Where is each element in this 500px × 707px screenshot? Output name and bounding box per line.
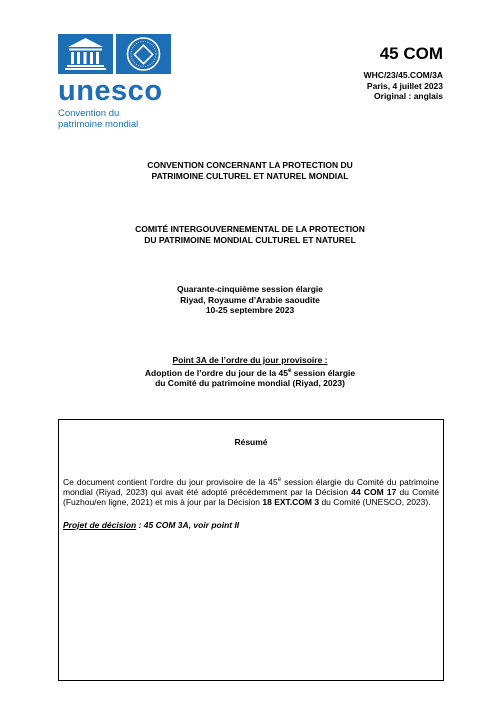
committee-heading-line-2: DU PATRIMOINE MONDIAL CULTUREL ET NATUREL <box>144 234 356 245</box>
world-heritage-emblem-icon <box>116 34 171 74</box>
summary-text: Ce document contient l’ordre du jour provisoire de la 45e session élargie du Comité du patrimoine mondial (Riyad, 2023) qui avait été adopté précédemment par la Décision 44 COM 17 du Comité (Fuzhou/en ligne, 2021) et mis à jour par la Décision 18 EXT.COM 3 du Comité (UNESCO, 2023). <box>63 476 440 508</box>
draft-decision: Projet de décision : 45 COM 3A, voir point II <box>63 519 240 530</box>
unesco-wordmark: unesco <box>58 75 163 107</box>
convention-heading-line-1: CONVENTION CONCERNANT LA PROTECTION DU <box>147 160 353 170</box>
document-date: Paris, 4 juillet 2023 <box>366 80 443 91</box>
agenda-item-title-line-1: Adoption de l’ordre du jour de la 45e session élargie <box>144 367 356 378</box>
agenda-item-number: Point 3A de l’ordre du jour provisoire : <box>172 355 328 365</box>
decision-ref-44com17: 44 COM 17 <box>351 486 397 497</box>
committee-heading-line-1: COMITÉ INTERGOUVERNEMENTAL DE LA PROTECTION <box>135 224 365 234</box>
unesco-logo <box>58 34 171 130</box>
document-code: 45 COM <box>379 44 443 63</box>
subbrand-line-2: patrimoine mondial <box>58 119 139 130</box>
summary-title: Résumé <box>234 437 268 447</box>
unesco-temple-icon <box>58 34 113 74</box>
session-dates: 10-25 septembre 2023 <box>205 305 295 315</box>
committee-heading <box>0 224 500 245</box>
decision-ref-18extcom3: 18 EXT.COM 3 <box>262 497 320 508</box>
agenda-item <box>0 355 500 388</box>
document-reference <box>364 44 443 102</box>
subbrand-line-1: Convention du <box>58 108 120 119</box>
original-language: Original : anglais <box>374 91 443 101</box>
session-location: Riyad, Royaume d’Arabie saoudite <box>180 294 320 305</box>
session-info <box>0 284 500 316</box>
session-title: Quarante-cinquième session élargie <box>177 284 323 294</box>
agenda-item-title-line-2: du Comité du patrimoine mondial (Riyad, 2023) <box>155 377 345 388</box>
convention-heading-line-2: PATRIMOINE CULTUREL ET NATUREL MONDIAL <box>151 170 349 181</box>
document-id: WHC/23/45.COM/3A <box>363 70 443 80</box>
summary-box <box>58 419 444 681</box>
convention-heading <box>0 160 500 181</box>
